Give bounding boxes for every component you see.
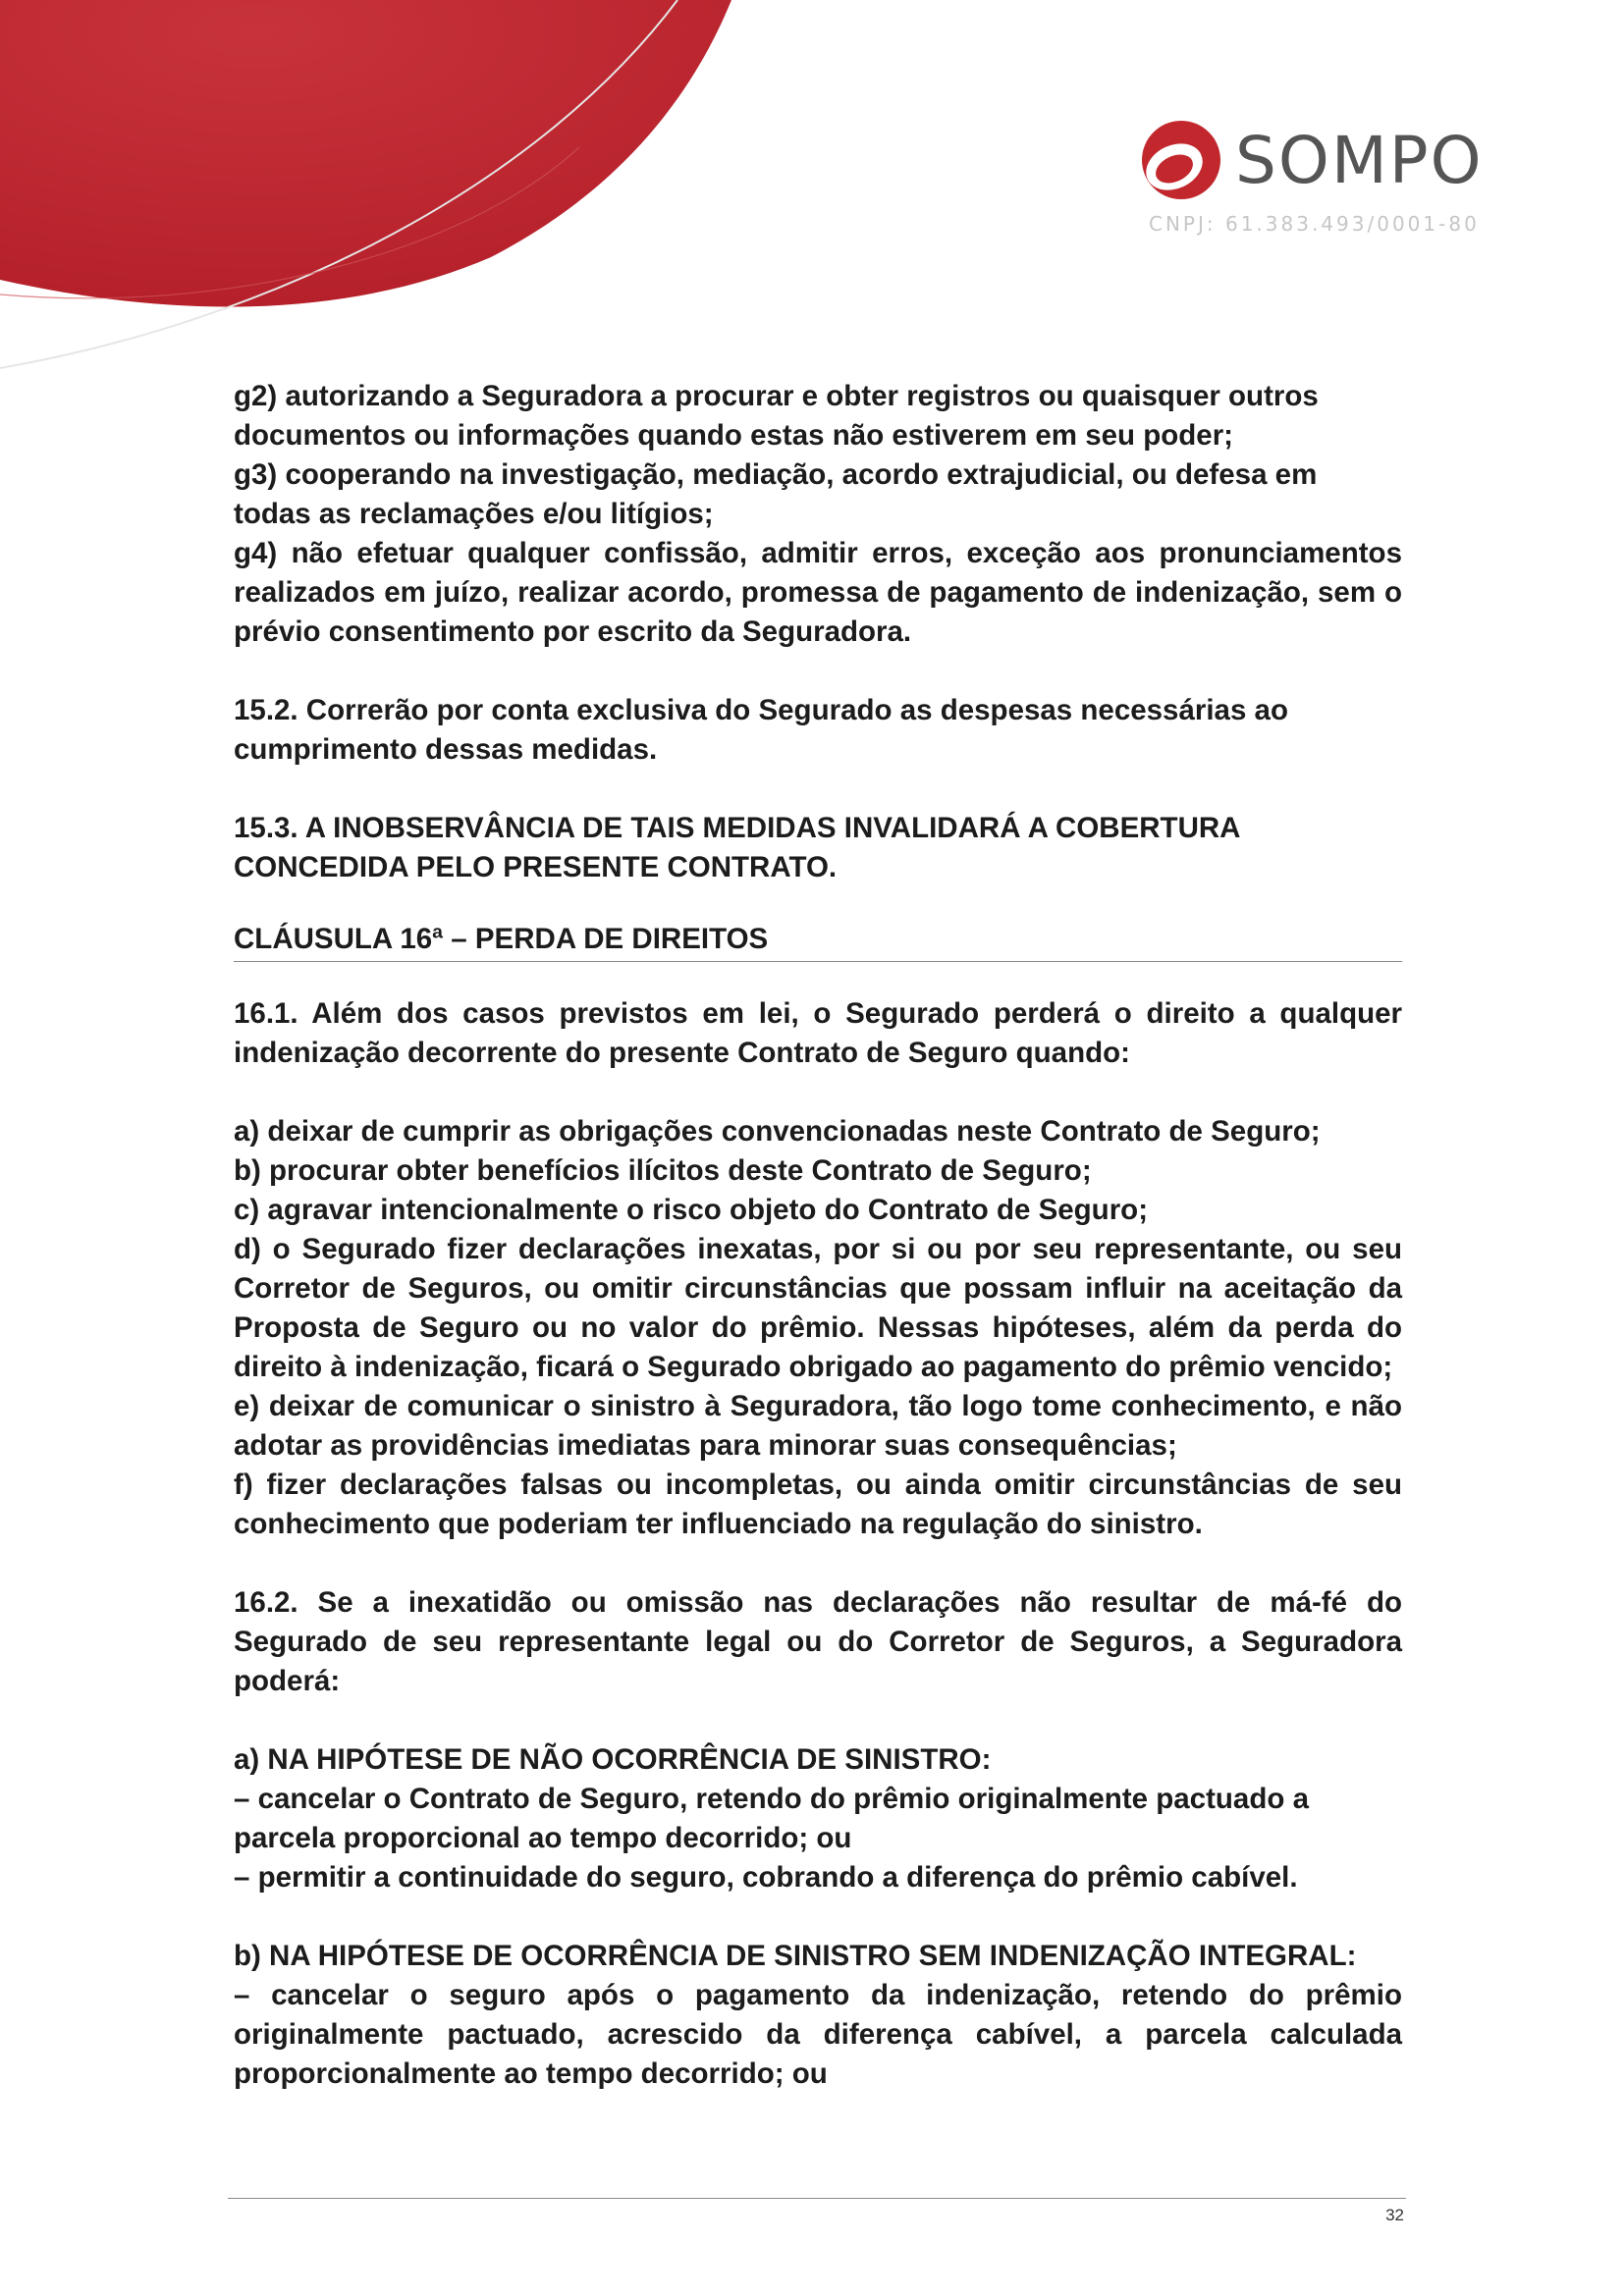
clause-16-heading: CLÁUSULA 16ª – PERDA DE DIREITOS <box>234 923 769 955</box>
paragraph-15-2: 15.2. Correrão por conta exclusiva do Segurado as despesas necessárias ao cumprimento dessas medidas. <box>234 694 1288 766</box>
paragraph-g4: g4) não efetuar qualquer confissão, admitir erros, exceção aos pronunciamentos realizados em juízo, realizar acordo, promessa de pagamento de indenização, sem o prévio consentimento por escrito da Seguradora. <box>234 537 1402 648</box>
company-cnpj: CNPJ: 61.383.493/0001-80 <box>1149 212 1480 236</box>
list-item-16-1-a: a) deixar de cumprir as obrigações convencionadas neste Contrato de Seguro; <box>234 1115 1321 1148</box>
case-a-item-1: – cancelar o Contrato de Seguro, retendo do prêmio originalmente pactuado a parcela proporcional ao tempo decorrido; ou <box>234 1783 1309 1854</box>
clause-16-heading-block <box>234 920 1402 962</box>
paragraph-16-1: 16.1. Além dos casos previstos em lei, o Segurado perderá o direito a qualquer indenização decorrente do presente Contrato de Seguro quando: <box>234 997 1402 1069</box>
sompo-logo-wordmark: SOMPO <box>1235 123 1484 198</box>
case-a-item-2: – permitir a continuidade do seguro, cobrando a diferença do prêmio cabível. <box>234 1861 1298 1894</box>
list-item-16-1-b: b) procurar obter benefícios ilícitos deste Contrato de Seguro; <box>234 1154 1092 1187</box>
list-item-16-1-d: d) o Segurado fizer declarações inexatas, por si ou por seu representante, ou seu Corretor de Seguros, ou omitir circunstâncias que possam influir na aceitação da Proposta de Seguro ou no valor do prêmio. Nessas hipóteses, além da perda do direito à indenização, ficará o Segurado obrigado ao pagamento do prêmio vencido; <box>234 1233 1402 1383</box>
paragraph-g2: g2) autorizando a Seguradora a procurar e obter registros ou quaisquer outros documentos ou informações quando estas não estiverem em seu poder; <box>234 380 1319 452</box>
list-item-16-1-f: f) fizer declarações falsas ou incompletas, ou ainda omitir circunstâncias de seu conhecimento que poderiam ter influenciado na regulação do sinistro. <box>234 1468 1402 1540</box>
page-number: 32 <box>1385 2206 1404 2224</box>
case-b-item-1: – cancelar o seguro após o pagamento da indenização, retendo do prêmio originalmente pactuado, acrescido da diferença cabível, a parcela calculada proporcionalmente ao tempo decorrido; ou <box>234 1979 1402 2090</box>
sompo-logo <box>1139 118 1512 245</box>
list-item-16-1-e: e) deixar de comunicar o sinistro à Seguradora, tão logo tome conhecimento, e não adotar as providências imediatas para minorar suas consequências; <box>234 1390 1402 1462</box>
list-16-1 <box>234 1112 1402 1544</box>
case-a-title: a) NA HIPÓTESE DE NÃO OCORRÊNCIA DE SINISTRO: <box>234 1743 992 1776</box>
case-b-title: b) NA HIPÓTESE DE OCORRÊNCIA DE SINISTRO SEM INDENIZAÇÃO INTEGRAL: <box>234 1940 1357 1972</box>
document-body <box>234 377 1402 2094</box>
paragraph-g3: g3) cooperando na investigação, mediação, acordo extrajudicial, ou defesa em todas as reclamações e/ou litígios; <box>234 458 1318 530</box>
sompo-logo-mark-icon <box>1139 118 1223 202</box>
paragraph-15-3: 15.3. A INOBSERVÂNCIA DE TAIS MEDIDAS INVALIDARÁ A COBERTURA CONCEDIDA PELO PRESENTE CONTRATO. <box>234 812 1240 883</box>
footer-divider <box>228 2198 1406 2199</box>
list-item-16-1-c: c) agravar intencionalmente o risco objeto do Contrato de Seguro; <box>234 1194 1149 1226</box>
paragraph-16-2: 16.2. Se a inexatidão ou omissão nas declarações não resultar de má-fé do Segurado de seu representante legal ou do Corretor de Seguros, a Seguradora poderá: <box>234 1586 1402 1697</box>
